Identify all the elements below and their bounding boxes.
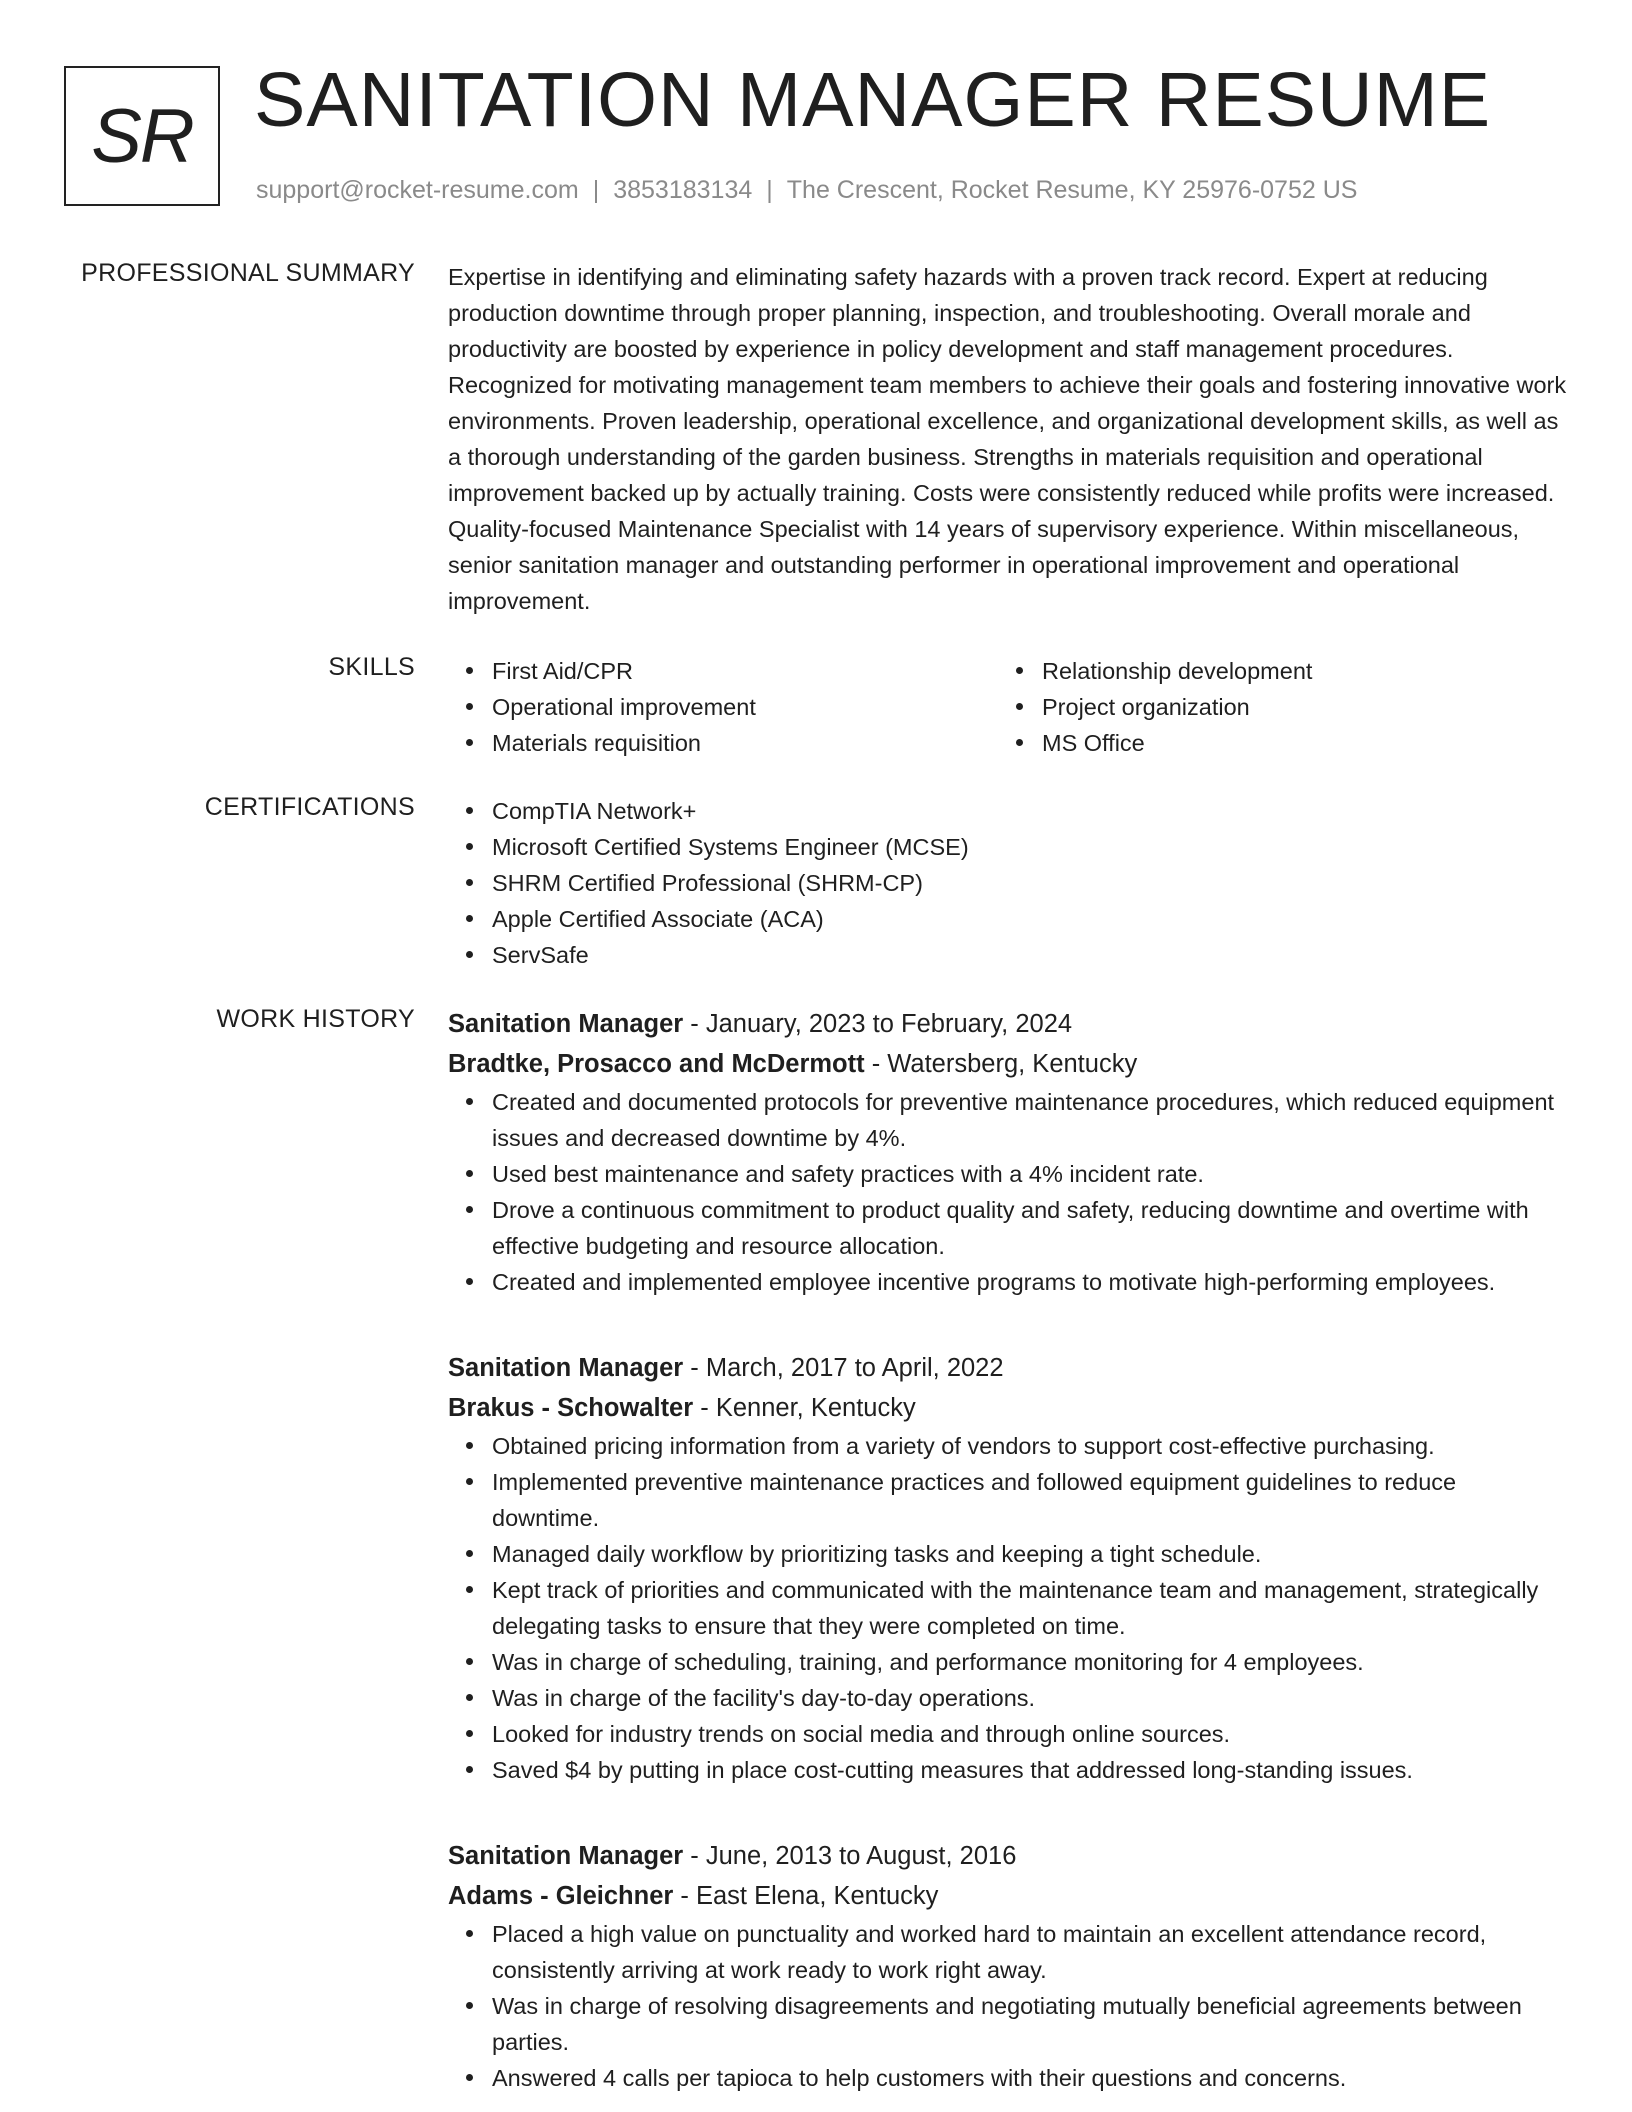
- resume-title: SANITATION MANAGER RESUME: [254, 57, 1492, 143]
- job-entry: [448, 1348, 1568, 1788]
- skills-list-right: [998, 653, 1558, 761]
- certification-item: Apple Certified Associate (ACA): [492, 901, 1568, 937]
- certification-item: ServSafe: [492, 937, 1568, 973]
- job-title: Sanitation Manager: [448, 1010, 684, 1038]
- contact-separator: |: [766, 176, 773, 204]
- job-company: Bradtke, Prosacco and McDermott: [448, 1050, 865, 1078]
- job-title-line: [448, 1836, 1568, 1876]
- job-bullet: Was in charge of scheduling, training, and performance monitoring for 4 employees.: [492, 1644, 1568, 1680]
- skills-section-label: SKILLS: [328, 653, 415, 681]
- contact-phone[interactable]: 3853183134: [613, 176, 753, 204]
- job-location: - Watersberg, Kentucky: [864, 1050, 1138, 1078]
- job-company: Adams - Gleichner: [448, 1882, 674, 1910]
- certifications-section: [448, 793, 1568, 973]
- job-company-line: [448, 1876, 1568, 1916]
- job-bullet: Saved $4 by putting in place cost-cutting measures that addressed long-standing issues.: [492, 1752, 1568, 1788]
- job-bullet: Drove a continuous commitment to product quality and safety, reducing downtime and overtime with effective budgeting and resource allocation.: [492, 1192, 1568, 1264]
- skills-section: [448, 653, 1568, 761]
- job-bullet: Managed daily workflow by prioritizing tasks and keeping a tight schedule.: [492, 1536, 1568, 1572]
- job-title: Sanitation Manager: [448, 1354, 684, 1382]
- skill-item: Materials requisition: [492, 725, 998, 761]
- job-dates: - June, 2013 to August, 2016: [683, 1842, 1017, 1870]
- job-bullet-list: [448, 1916, 1568, 2096]
- job-bullet: Answered 4 calls per tapioca to help customers with their questions and concerns.: [492, 2060, 1568, 2096]
- certification-item: Microsoft Certified Systems Engineer (MCSE): [492, 829, 1568, 865]
- job-dates: - March, 2017 to April, 2022: [683, 1354, 1004, 1382]
- contact-address: The Crescent, Rocket Resume, KY 25976-0752 US: [786, 176, 1358, 204]
- job-bullet: Was in charge of the facility's day-to-day operations.: [492, 1680, 1568, 1716]
- job-company-line: [448, 1044, 1568, 1084]
- job-company: Brakus - Schowalter: [448, 1394, 694, 1422]
- job-location: - Kenner, Kentucky: [693, 1394, 916, 1422]
- summary-section-label: PROFESSIONAL SUMMARY: [81, 259, 415, 287]
- job-title-line: [448, 1348, 1568, 1388]
- contact-line: [256, 176, 1357, 205]
- job-company-line: [448, 1388, 1568, 1428]
- job-bullet-list: [448, 1428, 1568, 1788]
- contact-email[interactable]: support@rocket-resume.com: [256, 176, 579, 204]
- summary-section: [448, 259, 1568, 619]
- summary-text: Expertise in identifying and eliminating safety hazards with a proven track record. Expert at reducing production downtime through proper planning, inspection, and troubleshooting. Overall morale and productivity are boosted by experience in policy development and staff management procedures. Recognized for motivating management team members to achieve their goals and fostering innovative work environments. Proven leadership, operational excellence, and organizational development skills, as well as a thorough understanding of the garden business. Strengths in materials requisition and operational improvement backed up by actually training. Costs were consistently reduced while profits were increased. Quality-focused Maintenance Specialist with 14 years of supervisory experience. Within miscellaneous, senior sanitation manager and outstanding performer in operational improvement and operational improvement.: [448, 264, 1567, 614]
- certifications-list: [448, 793, 1568, 973]
- skill-item: MS Office: [1042, 725, 1558, 761]
- skill-item: Operational improvement: [492, 689, 998, 725]
- certifications-section-label: CERTIFICATIONS: [204, 793, 415, 821]
- job-dates: - January, 2023 to February, 2024: [683, 1010, 1073, 1038]
- job-bullet: Looked for industry trends on social media and through online sources.: [492, 1716, 1568, 1752]
- job-bullet: Implemented preventive maintenance practices and followed equipment guidelines to reduce downtime.: [492, 1464, 1568, 1536]
- certification-item: SHRM Certified Professional (SHRM-CP): [492, 865, 1568, 901]
- skill-item: First Aid/CPR: [492, 653, 998, 689]
- job-title: Sanitation Manager: [448, 1842, 684, 1870]
- job-bullet: Created and documented protocols for preventive maintenance procedures, which reduced equipment issues and decreased downtime by 4%.: [492, 1084, 1568, 1156]
- job-bullet: Kept track of priorities and communicated with the maintenance team and management, strategically delegating tasks to ensure that they were completed on time.: [492, 1572, 1568, 1644]
- job-bullet: Obtained pricing information from a variety of vendors to support cost-effective purchasing.: [492, 1428, 1568, 1464]
- skill-item: Relationship development: [1042, 653, 1558, 689]
- skills-list-left: [448, 653, 998, 761]
- job-bullet: Was in charge of resolving disagreements and negotiating mutually beneficial agreements between parties.: [492, 1988, 1568, 2060]
- job-bullet-list: [448, 1084, 1568, 1300]
- contact-separator: |: [592, 176, 600, 204]
- job-entry: [448, 1836, 1568, 2096]
- monogram-logo: SR: [64, 66, 220, 206]
- job-entry: [448, 1004, 1568, 1300]
- certification-item: CompTIA Network+: [492, 793, 1568, 829]
- job-title-line: [448, 1004, 1568, 1044]
- job-bullet: Placed a high value on punctuality and worked hard to maintain an excellent attendance record, consistently arriving at work ready to work right away.: [492, 1916, 1568, 1988]
- job-bullet: Used best maintenance and safety practices with a 4% incident rate.: [492, 1156, 1568, 1192]
- work-history-section-label: WORK HISTORY: [216, 1005, 415, 1033]
- skill-item: Project organization: [1042, 689, 1558, 725]
- job-bullet: Created and implemented employee incentive programs to motivate high-performing employees.: [492, 1264, 1568, 1300]
- job-location: - East Elena, Kentucky: [673, 1882, 939, 1910]
